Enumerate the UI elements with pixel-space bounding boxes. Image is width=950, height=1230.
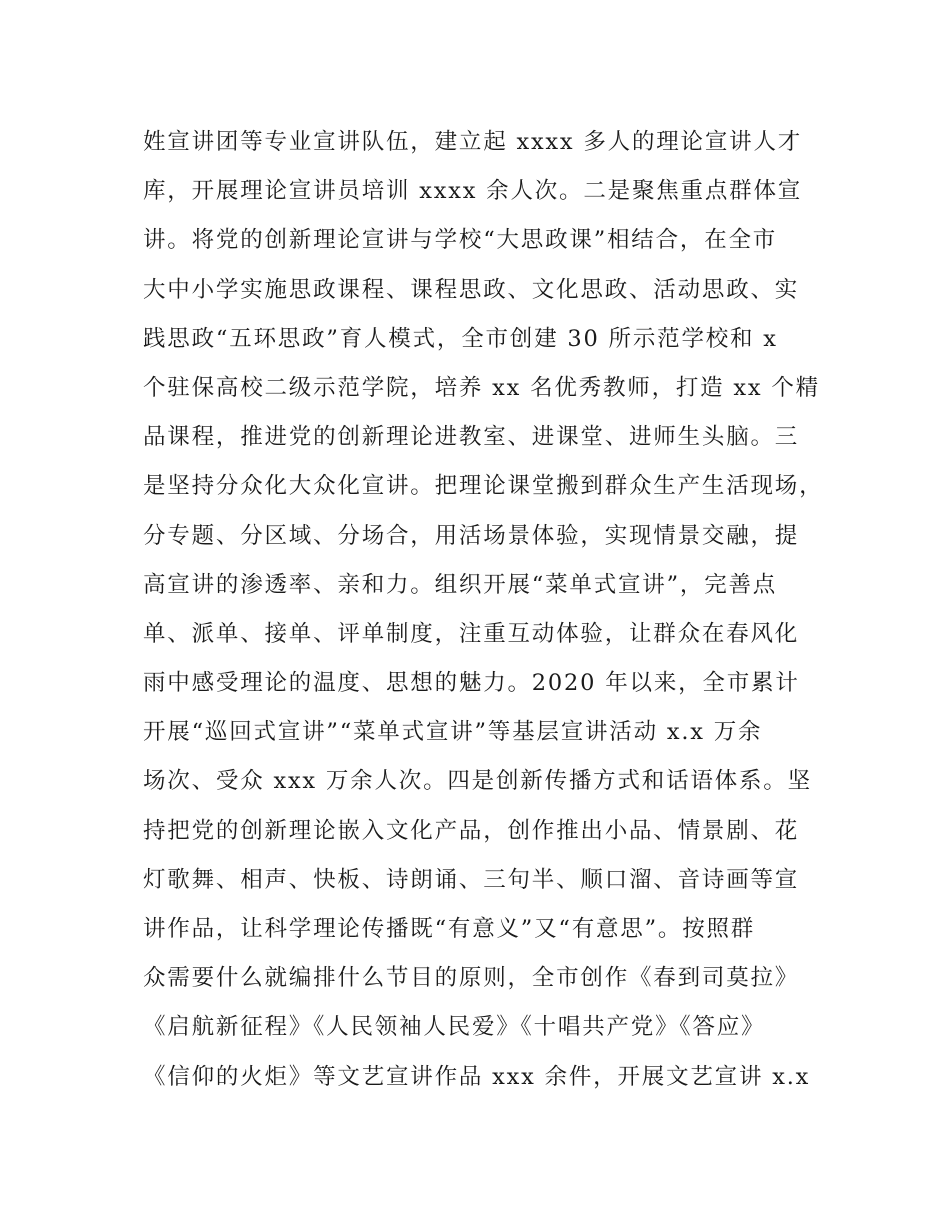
text-line: 是坚持分众化大众化宣讲。把理论课堂搬到群众生产生活现场， [143,473,824,500]
text-line: 大中小学实施思政课程、课程思政、文化思政、活动思政、实 [143,276,800,303]
text-line: 品课程，推进党的创新理论进教室、进课堂、进师生头脑。三 [143,424,800,451]
text-line: 《信仰的火炬》等文艺宣讲作品 xxx 余件，开展文艺宣讲 x.x [143,1063,811,1090]
text-line: 众需要什么就编排什么节目的原则，全市创作《春到司莫拉》 [143,965,800,992]
text-line: 《启航新征程》《人民领袖人民爱》《十唱共产党》《答应》 [143,1014,766,1041]
text-line: 库，开展理论宣讲员培训 xxxx 余人次。二是聚焦重点群体宣 [143,178,803,205]
text-line: 单、派单、接单、评单制度，注重互动体验，让群众在春风化 [143,620,800,647]
text-line: 场次、受众 xxx 万余人次。四是创新传播方式和话语体系。坚 [143,768,812,795]
text-line: 讲。将党的创新理论宣讲与学校“大思政课”相结合，在全市 [143,227,778,254]
text-line: 雨中感受理论的温度、思想的魅力。2020 年以来，全市累计 [143,670,800,697]
body-text [143,118,843,1102]
text-line: 开展“巡回式宣讲”“菜单式宣讲”等基层宣讲活动 x.x 万余 [143,719,763,746]
text-line: 分专题、分区域、分场合，用活场景体验，实现情景交融，提 [143,522,800,549]
text-line: 践思政“五环思政”育人模式，全市创建 30 所示范学校和 x [143,325,778,352]
text-line: 持把党的创新理论嵌入文化产品，创作推出小品、情景剧、花 [143,817,800,844]
text-line: 灯歌舞、相声、快板、诗朗诵、三句半、顺口溜、音诗画等宣 [143,866,800,893]
text-line: 高宣讲的渗透率、亲和力。组织开展“菜单式宣讲”，完善点 [143,571,778,598]
text-line: 讲作品，让科学理论传播既“有意义”又“有意思”。按照群 [143,916,756,942]
text-line: 个驻保高校二级示范学院，培养 xx 名优秀教师，打造 xx 个精 [143,374,820,401]
text-line: 姓宣讲团等专业宣讲队伍，建立起 xxxx 多人的理论宣讲人才 [143,129,803,155]
